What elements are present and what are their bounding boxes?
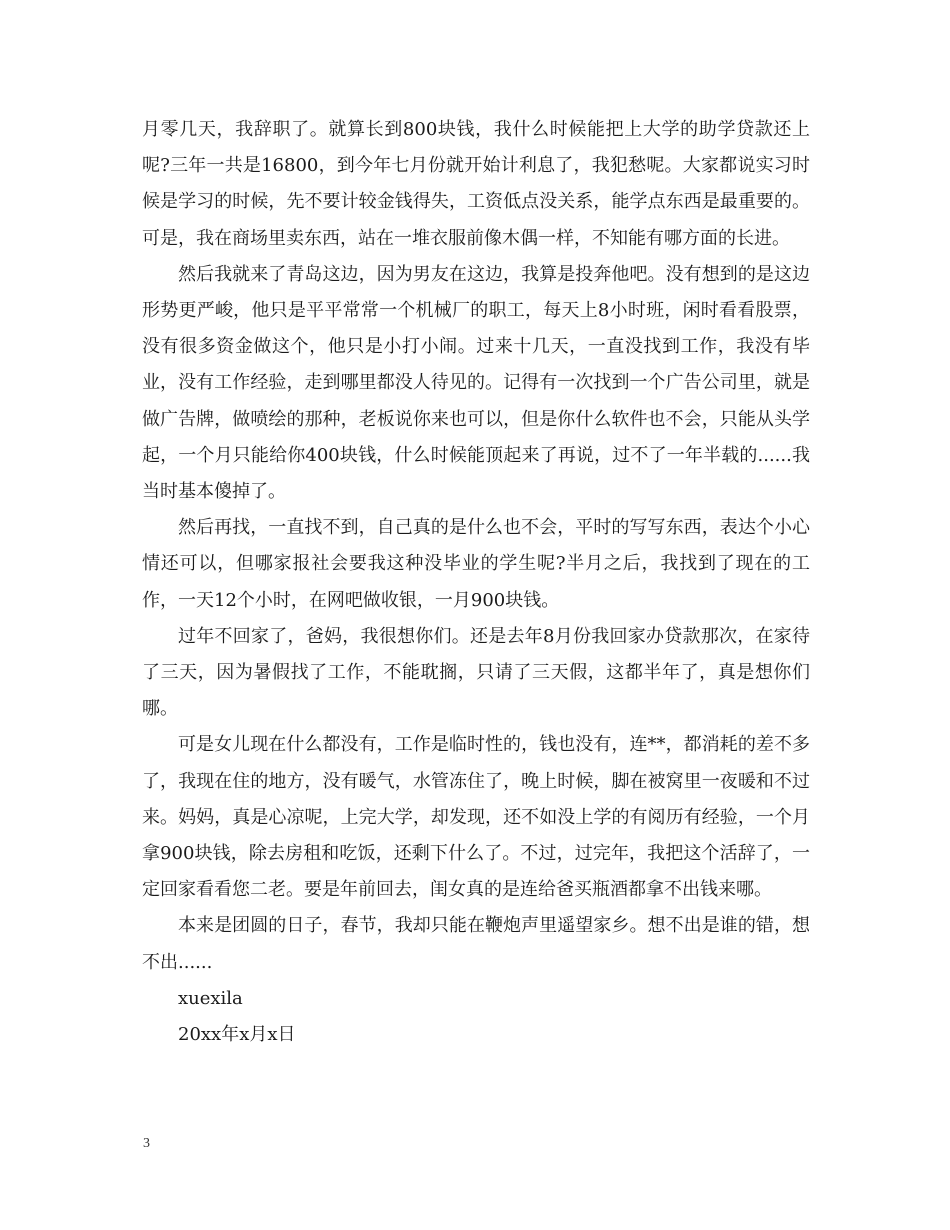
paragraph-1: 月零几天，我辞职了。就算长到800块钱，我什么时候能把上大学的助学贷款还上呢?三年一共是16800，到今年七月份就开始计利息了，我犯愁呢。大家都说实习时候是学习的时候，先不要计较金钱得失，工资低点没关系，能学点东西是最重要的。可是，我在商场里卖东西，站在一堆衣服前像木偶一样，不知能有哪方面的长进。 [142, 119, 810, 249]
letter-date: 20xx年x月x日 [178, 1024, 296, 1046]
page-number: 3 [143, 1136, 150, 1151]
paragraph-5: 可是女儿现在什么都没有，工作是临时性的，钱也没有，连**，都消耗的差不多了，我现在住的地方，没有暖气，水管冻住了，晚上时候，脚在被窝里一夜暖和不过来。妈妈，真是心凉呢，上完大学，却发现，还不如没上学的有阅历有经验，一个月拿900块钱，除去房租和吃饭，还剩下什么了。不过，过完年，我把这个活辞了，一定回家看看您二老。要是年前回去，闺女真的是连给爸买瓶酒都拿不出钱来哪。 [142, 734, 810, 901]
paragraph-2: 然后我就来了青岛这边，因为男友在这边，我算是投奔他吧。没有想到的是这边形势更严峻，他只是平平常常一个机械厂的职工，每天上8小时班，闲时看看股票，没有很多资金做这个，他只是小打小闹。过来十几天，一直没找到工作，我没有毕业，没有工作经验，走到哪里都没人待见的。记得有一次找到一个广告公司里，就是做广告牌，做喷绘的那种，老板说你来也可以，但是你什么软件也不会，只能从头学起，一个月只能给你400块钱，什么时候能顶起来了再说，过不了一年半载的......我当时基本傻掉了。 [142, 263, 810, 503]
paragraph-3: 然后再找，一直找不到，自己真的是什么也不会，平时的写写东西，表达个小心情还可以，但哪家报社会要我这种没毕业的学生呢?半月之后，我找到了现在的工作，一天12个小时，在网吧做收银，一月900块钱。 [142, 517, 810, 611]
paragraph-4: 过年不回家了，爸妈，我很想你们。还是去年8月份我回家办贷款那次，在家待了三天，因为暑假找了工作，不能耽搁，只请了三天假，这都半年了，真是想你们哪。 [142, 625, 810, 720]
signature: xuexila [178, 987, 243, 1009]
letter-body [142, 112, 810, 1053]
paragraph-6: 本来是团圆的日子，春节，我却只能在鞭炮声里遥望家乡。想不出是谁的错，想不出...... [142, 915, 810, 973]
